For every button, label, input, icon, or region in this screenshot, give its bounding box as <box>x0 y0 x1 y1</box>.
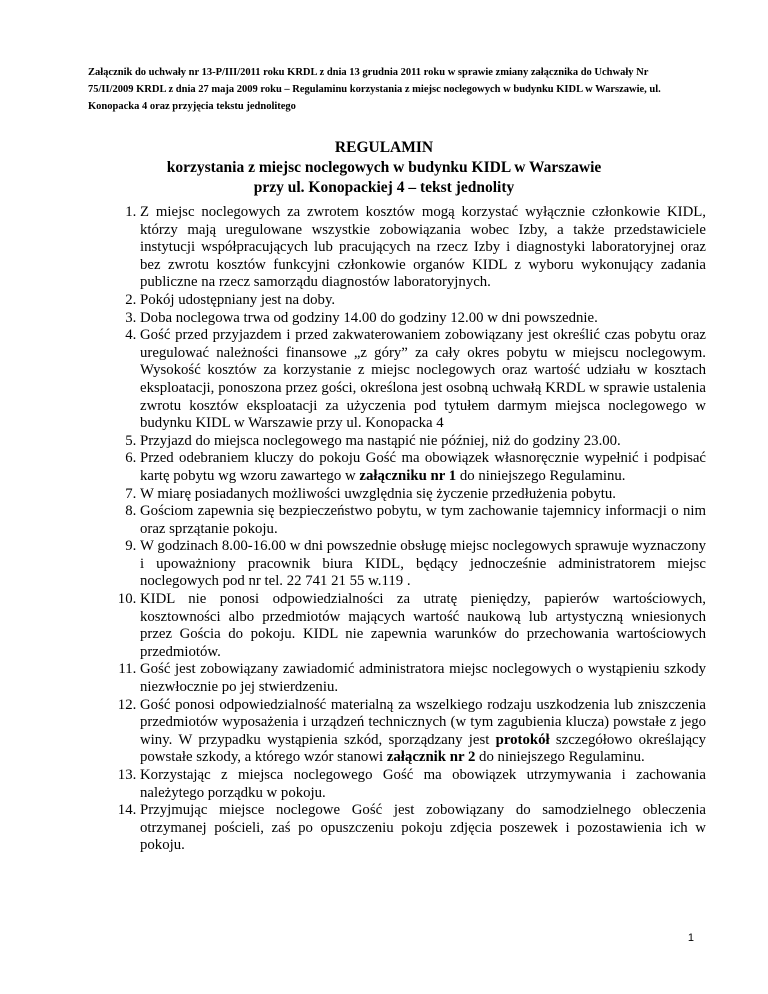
rule-item-10: 10. KIDL nie ponosi odpowiedzialności za utratę pieniędzy, papierów wartościowych, kosztowności albo przedmiotów mających wartość naukową lub artystyczną wniesionych przez Gościa do pokoju. KIDL nie zapewnia warunków do przechowania wartościowych przedmiotów. <box>140 591 706 661</box>
rule-item-4: 4. Gość przed przyjazdem i przed zakwaterowaniem zobowiązany jest określić czas pobytu oraz uregulować należności finansowe „z góry” za cały okres pobytu w miejscu noclegowym. Wysokość kosztów za korzystanie z miejsc noclegowych oraz wartość udziału w kosztach eksploatacji, ponoszona przez gości, określona jest osobną uchwałą KRDL w sprawie ustalenia zwrotu kosztów eksploatacji za użyczenia pod tytułem darmym miejsca noclegowego w budynku KIDL w Warszawie przy ul. Konopacka 4 <box>140 327 706 433</box>
rule-item-2: 2. Pokój udostępniany jest na doby. <box>140 292 706 310</box>
rule-text: do niniejszego Regulaminu. <box>456 467 626 484</box>
rule-item-6 <box>140 450 706 485</box>
rule-text: Gość ponosi odpowiedzialność materialną za wszelkiego rodzaju uszkodzenia lub zniszczenia przedmiotów wyposażenia i urządzeń technicznych (w tym zagubienia klucza) powstałe z jego winy. W przypadku wystąpienia szkód, sporządzany jest <box>140 696 706 748</box>
page-number: 1 <box>687 932 694 944</box>
rule-item-9: 9. W godzinach 8.00-16.00 w dni powszednie obsługę miejsc noclegowych sprawuje wyznaczony i upoważniony pracownik biura KIDL, będący jednocześnie administratorem miejsc noclegowych pod nr tel. 22 741 21 55 w.119 . <box>140 538 706 591</box>
rule-text: szczegółowo określający powstałe szkody, a którego wzór stanowi <box>140 731 706 766</box>
rule-item-11: 11. Gość jest zobowiązany zawiadomić administratora miejsc noclegowych o wystąpieniu szkody niezwłocznie po jej stwierdzeniu. <box>140 661 706 696</box>
rule-item-5: 5. Przyjazd do miejsca noclegowego ma nastąpić nie później, niż do godziny 23.00. <box>140 433 706 451</box>
attachment-1-reference: załączniku nr 1 <box>359 467 457 484</box>
rule-text: do niniejszego Regulaminu. <box>475 749 645 766</box>
protocol-reference: protokół <box>495 731 550 748</box>
rules-list <box>114 204 706 855</box>
rule-item-8: 8. Gościom zapewnia się bezpieczeństwo pobytu, w tym zachowanie tajemnicy informacji o nim oraz sprzątanie pokoju. <box>140 503 706 538</box>
rule-item-14: 14. Przyjmując miejsce noclegowe Gość jest zobowiązany do samodzielnego obleczenia otrzymanej pościeli, zaś po opuszczeniu pokoju zdjęcia poszewek i pozostawienia ich w pokoju. <box>140 802 706 855</box>
rule-item-13: 13. Korzystając z miejsca noclegowego Gość ma obowiązek utrzymywania i zachowania należytego porządku w pokoju. <box>140 767 706 802</box>
rule-text: Przed odebraniem kluczy do pokoju Gość ma obowiązek własnoręcznie wypełnić i podpisać kartę pobytu wg wzoru zawartego w <box>140 450 706 484</box>
rule-item-12 <box>140 697 706 767</box>
title-line-2: korzystania z miejsc noclegowych w budynku KIDL w Warszawie <box>166 159 602 176</box>
rule-item-1: 1. Z miejsc noclegowych za zwrotem kosztów mogą korzystać wyłącznie członkowie KIDL, którzy mają uregulowane wszystkie zobowiązania wobec Izby, a także przedstawiciele instytucji współpracujących lub pracujących na rzecz Izby i diagnostyki laboratoryjnej oraz bez zwrotu kosztów funkcyjni członkowie organów KIDL z wyboru wykonujący zadania publiczne na rzecz samorządu diagnostów laboratoryjnych. <box>140 204 706 292</box>
title-line-3: przy ul. Konopackiej 4 – tekst jednolity <box>253 179 515 196</box>
document-title <box>0 138 768 198</box>
attachment-header: Załącznik do uchwały nr 13-P/III/2011 roku KRDL z dnia 13 grudnia 2011 roku w sprawie zmiany załącznika do Uchwały Nr 75/II/2009 KRDL z dnia 27 maja 2009 roku – Regulaminu korzystania z miejsc noclegowych w budynku KIDL w Warszawie, ul. Konopacka 4 oraz przyjęcia tekstu jednolitego <box>88 67 661 112</box>
rule-item-7: 7. W miarę posiadanych możliwości uwzględnia się życzenie przedłużenia pobytu. <box>140 486 706 504</box>
title-line-1: REGULAMIN <box>334 139 434 156</box>
rule-item-3: 3. Doba noclegowa trwa od godziny 14.00 do godziny 12.00 w dni powszednie. <box>140 310 706 328</box>
attachment-2-reference: załącznik nr 2 <box>386 749 476 766</box>
